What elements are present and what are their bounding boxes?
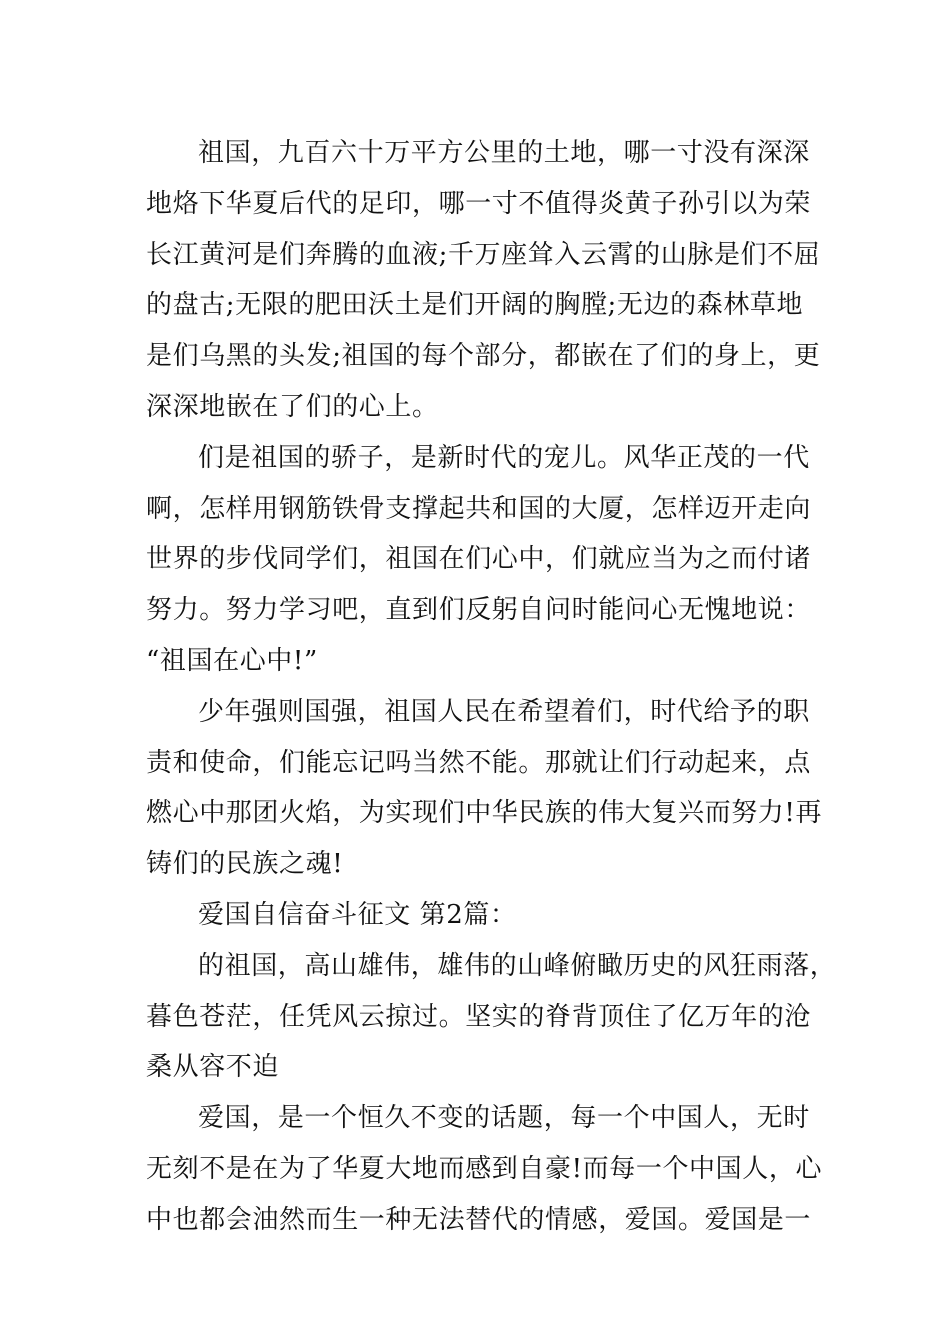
paragraph-4-line-3: 桑从容不迫 — [146, 1052, 280, 1083]
paragraph-3-line-4: 铸们的民族之魂! — [146, 849, 344, 880]
paragraph-2-line-4: 努力。努力学习吧，直到们反躬自问时能问心无愧地说： — [146, 595, 812, 626]
paragraph-5-line-2: 无刻不是在为了华夏大地而感到自豪!而每一个中国人，心 — [146, 1153, 823, 1184]
paragraph-2-line-3: 世界的步伐同学们，祖国在们心中，们就应当为之而付诸 — [146, 544, 812, 575]
paragraph-3-line-2: 责和使命，们能忘记吗当然不能。那就让们行动起来，点 — [146, 747, 812, 778]
paragraph-1-line-5: 是们乌黑的头发;祖国的每个部分，都嵌在了们的身上，更 — [146, 341, 821, 372]
document-body — [146, 128, 837, 1246]
paragraph-1-line-1: 祖国，九百六十万平方公里的土地，哪一寸没有深深 — [198, 138, 810, 168]
paragraph-1-line-6: 深深地嵌在了们的心上。 — [146, 391, 439, 422]
paragraph-1-line-2: 地烙下华夏后代的足印，哪一寸不值得炎黄子孙引以为荣 — [146, 188, 812, 219]
paragraph-5-line-1: 爱国，是一个恒久不变的话题，每一个中国人，无时 — [198, 1103, 810, 1134]
paragraph-1-line-4: 的盘古;无限的肥田沃土是们开阔的胸膛;无边的森林草地 — [146, 290, 804, 321]
paragraph-4-line-1: 的祖国，高山雄伟，雄伟的山峰俯瞰历史的风狂雨落， — [198, 950, 837, 981]
paragraph-3-line-3: 燃心中那团火焰，为实现们中华民族的伟大复兴而努力!再 — [146, 798, 823, 829]
paragraph-3-line-1: 少年强则国强，祖国人民在希望着们，时代给予的职 — [198, 696, 810, 727]
paragraph-2-line-5: “祖国在心中!” — [146, 645, 318, 676]
paragraph-4-line-2: 暮色苍茫，任凭风云掠过。坚实的脊背顶住了亿万年的沧 — [146, 1001, 812, 1032]
paragraph-2-line-1: 们是祖国的骄子，是新时代的宠儿。风华正茂的一代 — [198, 442, 810, 473]
paragraph-2-line-2: 啊，怎样用钢筋铁骨支撑起共和国的大厦，怎样迈开走向 — [146, 493, 812, 524]
section-heading: 爱国自信奋斗征文 第2篇： — [198, 899, 517, 930]
paragraph-1-line-3: 长江黄河是们奔腾的血液;千万座耸入云霄的山脉是们不屈 — [146, 239, 821, 270]
paragraph-5-line-3: 中也都会油然而生一种无法替代的情感，爱国。爱国是一 — [146, 1204, 812, 1235]
